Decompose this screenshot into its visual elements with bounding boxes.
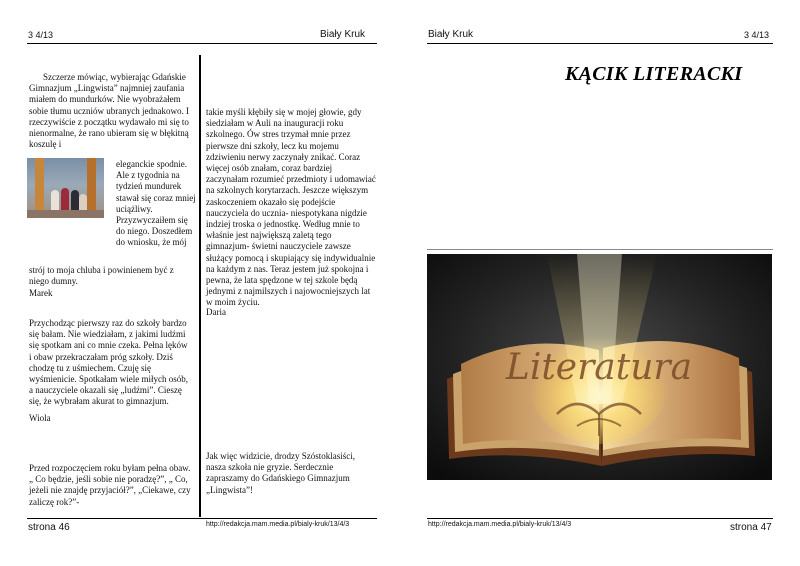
article-paragraph: Przychodząc pierwszy raz do szkoły bardzo się bałam. Nie wiedziałam, z jakimi ludźmi się spotkam ani co mnie czeka. Pełna lęków i obaw przekraczałam próg szkoły. Dziś chodzę tu z uśmiechem. Czuję się wyśmienicie. Spotkałam wiele miłych osób, a nauczyciele okazali się „ludźmi”. Cieszę się, że wybrałam akurat to gimnazjum. [29,318,188,407]
author-signature: Daria [206,307,226,317]
column-divider [199,55,201,517]
article-paragraph-wrap: eleganckie spodnie. Ale z tygodnia na tydzień mundurek stawał się coraz mniej uciążliwy. Przyzwyczaiłem się do niego. Doszedłem do wniosku, że mój [116,159,196,248]
divider-rule [427,249,773,250]
section-title: KĄCIK LITERACKI [565,63,743,85]
school-photo [27,158,104,218]
footer-page-number: strona 47 [730,522,772,533]
footer-page-number: strona 46 [28,522,70,533]
header-issue: 3 4/13 [744,30,770,40]
article-paragraph: Szczerze mówiąc, wybierając Gdańskie Gimnazjum „Lingwista” najmniej zaufania miałem do mundurków. Nie wyobrażałem sobie tłumu uczniów ubranych jednakowo. I rzeczywiście z początku wydawało mi się to nienormalne, że rano ubieram się w błękitną koszulę i [29,72,189,150]
article-paragraph: takie myśli kłębiły się w mojej głowie, gdy siedziałam w Auli na inauguracji roku szkolnego. Ów stres trzymał mnie przez pierwsze dni szkoły, lecz ku mojemu zdziwieniu nerwy zaczynały znikać. Coraz więcej osób znałam, coraz bardziej zaczynałam rozumieć przedmioty i udomawiać na szkolnych korytarzach. Jeszcze większym zaskoczeniem okazało się podejście nauczyciela do ucznia- niespotykana nigdzie indziej troska o jednostkę. Według mnie to właśnie jest największą zaletą tego gimnazjum- świetni nauczyciele zawsze służący pomocą i skupiający się indywidualnie na każdym z nas. Teraz jestem już spokojna i pewna, że lata spędzone w tej szkole będą jednymi z najmilszych i najowocniejszych lat w moim życiu. [206,107,376,308]
header-rule [427,43,773,44]
book-illustration [427,254,772,480]
author-signature: Wiola [29,413,51,423]
footer-rule [427,518,773,519]
article-paragraph: Przed rozpoczęciem roku byłam pełna obaw. „ Co będzie, jeśli sobie nie poradzę?”, „ Co, jeżeli nie znajdę przyjaciół?”, „Ciekawe, czy zaliczę rok?”- [29,463,191,507]
footer-url[interactable]: http://redakcja.mam.media.pl/bialy-kruk/13/4/3 [206,521,350,528]
footer-rule [27,518,377,519]
header-issue: 3 4/13 [28,30,54,40]
header-title: Biały Kruk [428,29,474,40]
header-rule [27,43,377,44]
article-paragraph: Jak więc widzicie, drodzy Szóstoklasiści, nasza szkoła nie gryzie. Serdecznie zapraszamy do Gdańskiego Gimnazjum „Lingwista”! [206,451,355,495]
book-word: Literatura [505,347,693,388]
article-paragraph-end: strój to moja chluba i powinienem być z niego dumny. [29,265,174,287]
author-signature: Marek [29,288,53,298]
header-title: Biały Kruk [320,29,366,40]
footer-url[interactable]: http://redakcja.mam.media.pl/bialy-kruk/13/4/3 [428,521,572,528]
